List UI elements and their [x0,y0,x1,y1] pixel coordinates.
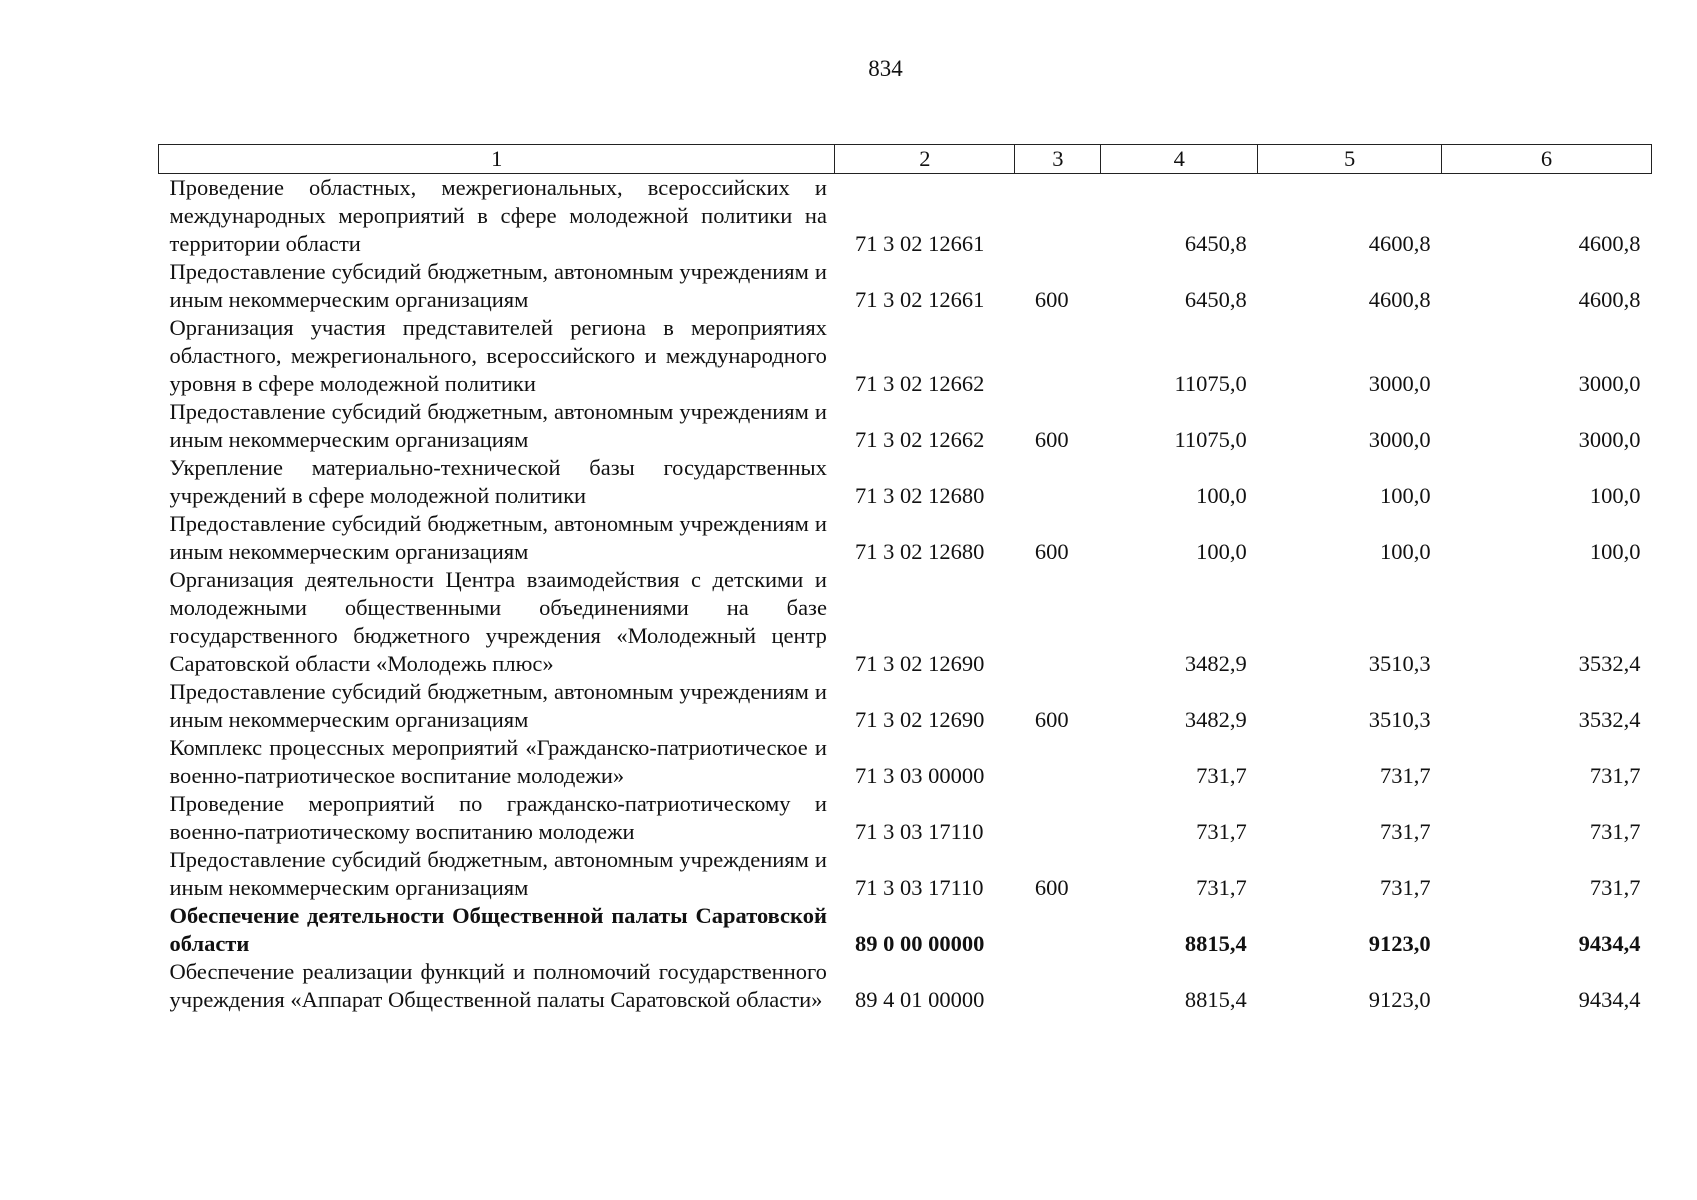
expense-type: 600 [1034,707,1069,732]
value-col-6: 9434,4 [1578,987,1641,1012]
table-row [159,678,1652,734]
value-col-5: 4600,8 [1368,231,1431,256]
table-row [159,174,1652,259]
expense-type: 600 [1034,539,1069,564]
expense-type: 600 [1034,287,1069,312]
value-col-6: 3000,0 [1578,371,1641,396]
value-col-4: 6450,8 [1184,231,1247,256]
table-header [159,145,1652,174]
item-name: Обеспечение реализации функций и полномочий государственного учреждения «Аппарат Общественной палаты Саратовской области» [169,959,827,1012]
expense-type [1015,314,1101,398]
table-row [159,398,1652,454]
value-col-5: 3000,0 [1368,371,1431,396]
value-col-4: 6450,8 [1184,287,1247,312]
expense-type [1015,902,1101,958]
header-col-2: 2 [835,145,1015,174]
value-col-6: 731,7 [1589,819,1641,844]
value-col-6: 4600,8 [1578,287,1641,312]
item-name: Комплекс процессных мероприятий «Гражданско-патриотическое и военно-патриотическое воспитание молодежи» [169,735,827,788]
value-col-6: 3532,4 [1578,651,1641,676]
expense-type [1015,566,1101,678]
table-row [159,846,1652,902]
value-col-5: 100,0 [1379,539,1431,564]
header-col-1: 1 [159,145,835,174]
table-row [159,454,1652,510]
item-name: Предоставление субсидий бюджетным, автономным учреждениям и иным некоммерческим организациям [169,511,827,564]
value-col-6: 100,0 [1589,539,1641,564]
page-number: 834 [868,56,903,81]
target-code: 71 3 03 00000 [854,763,985,788]
value-col-4: 100,0 [1196,483,1247,508]
value-col-4: 11075,0 [1174,427,1247,452]
value-col-4: 100,0 [1196,539,1247,564]
item-name: Организация участия представителей региона в мероприятиях областного, межрегионального, всероссийского и международного уровня в сфере молодежной политики [169,315,827,396]
header-col-5: 5 [1258,145,1442,174]
table-row [159,902,1652,958]
value-col-5: 3510,3 [1368,707,1431,732]
value-col-5: 100,0 [1379,483,1431,508]
table-body [159,174,1652,1015]
target-code: 71 3 02 12690 [854,707,985,732]
item-name: Укрепление материально-технической базы государственных учреждений в сфере молодежной политики [169,455,827,508]
value-col-6: 4600,8 [1578,231,1641,256]
item-name: Проведение мероприятий по гражданско-патриотическому и военно-патриотическому воспитанию молодежи [169,791,827,844]
target-code: 71 3 03 17110 [854,875,984,900]
value-col-5: 731,7 [1379,763,1431,788]
header-col-4: 4 [1101,145,1258,174]
budget-table [158,144,1652,1014]
target-code: 71 3 02 12662 [854,371,985,396]
expense-type: 600 [1034,427,1069,452]
table-row [159,510,1652,566]
value-col-6: 9434,4 [1578,931,1641,956]
value-col-5: 4600,8 [1368,287,1431,312]
value-col-5: 3510,3 [1368,651,1431,676]
table-row [159,790,1652,846]
item-name: Организация деятельности Центра взаимодействия с детскими и молодежными общественными объединениями на базе государственного бюджетного учреждения «Молодежный центр Саратовской области «Молодежь плюс» [169,567,827,676]
item-name: Проведение областных, межрегиональных, всероссийских и международных мероприятий в сфере молодежной политики на территории области [169,175,827,256]
table-row [159,314,1652,398]
value-col-5: 3000,0 [1368,427,1431,452]
value-col-6: 731,7 [1589,875,1641,900]
item-name: Предоставление субсидий бюджетным, автономным учреждениям и иным некоммерческим организациям [169,679,827,732]
target-code: 71 3 02 12690 [854,651,985,676]
item-name: Предоставление субсидий бюджетным, автономным учреждениям и иным некоммерческим организациям [169,259,827,312]
value-col-4: 8815,4 [1184,931,1247,956]
table-row [159,258,1652,314]
target-code: 71 3 02 12662 [854,427,985,452]
item-name: Предоставление субсидий бюджетным, автономным учреждениям и иным некоммерческим организациям [169,399,827,452]
value-col-5: 9123,0 [1368,931,1431,956]
value-col-6: 731,7 [1589,763,1641,788]
value-col-4: 731,7 [1196,763,1247,788]
value-col-6: 3000,0 [1578,427,1641,452]
target-code: 71 3 03 17110 [854,819,984,844]
header-col-3: 3 [1015,145,1101,174]
target-code: 89 4 01 00000 [854,987,985,1012]
value-col-4: 731,7 [1196,819,1247,844]
target-code: 71 3 02 12661 [854,287,985,312]
value-col-6: 3532,4 [1578,707,1641,732]
value-col-4: 8815,4 [1184,987,1247,1012]
table-row [159,958,1652,1014]
item-name: Предоставление субсидий бюджетным, автономным учреждениям и иным некоммерческим организациям [169,847,827,900]
header-row [159,145,1652,174]
target-code: 71 3 02 12661 [854,231,985,256]
expense-type [1015,454,1101,510]
expense-type [1015,734,1101,790]
value-col-4: 3482,9 [1184,651,1247,676]
item-name: Обеспечение деятельности Общественной палаты Саратовской области [169,903,827,956]
expense-type [1015,790,1101,846]
value-col-4: 731,7 [1196,875,1247,900]
header-col-6: 6 [1442,145,1652,174]
table-row [159,734,1652,790]
value-col-4: 3482,9 [1184,707,1247,732]
value-col-5: 731,7 [1379,819,1431,844]
target-code: 89 0 00 00000 [854,931,985,956]
expense-type: 600 [1034,875,1069,900]
value-col-4: 11075,0 [1174,371,1247,396]
value-col-6: 100,0 [1589,483,1641,508]
target-code: 71 3 02 12680 [854,483,985,508]
target-code: 71 3 02 12680 [854,539,985,564]
expense-type [1015,174,1101,259]
value-col-5: 9123,0 [1368,987,1431,1012]
value-col-5: 731,7 [1379,875,1431,900]
expense-type [1015,958,1101,1014]
table-row [159,566,1652,678]
